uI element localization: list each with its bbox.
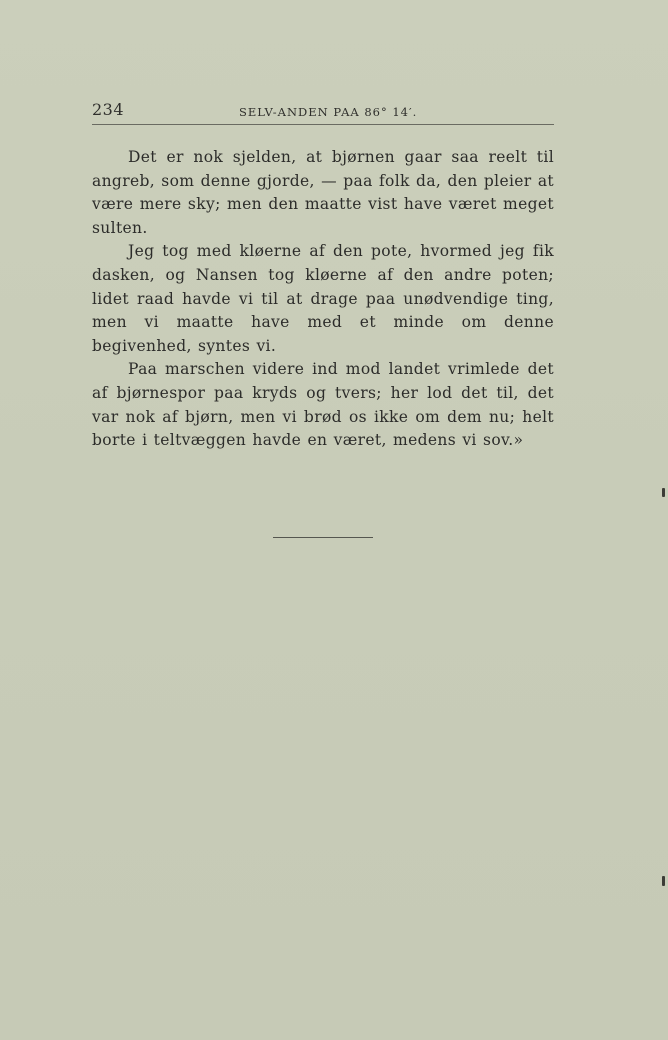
edge-speck [662,488,665,497]
edge-speck [662,876,665,886]
paragraph-3: Paa marschen videre ind mod landet vrimlede det af bjørnespor paa kryds og tvers; her lod det til, det var nok af bjørn, men vi brød os ikke om dem nu; helt borte i teltvæggen havde en været, medens vi sov.» [92,360,554,450]
paragraph-1: Det er nok sjelden, at bjørnen gaar saa reelt til angreb, som denne gjorde, — paa folk da, den pleier at være mere sky; men den maatte vist have været meget sulten. [92,148,555,237]
paragraph-2: Jeg tog med kløerne af den pote, hvormed jeg fik dasken, og Nansen tog kløerne af den andre poten; lidet raad havde vi til at drage paa unødvendige ting, men vi maatte have med et minde om denne begivenhed, syntes vi. [92,242,554,355]
page-number: 234 [92,100,125,119]
closing-rule [273,537,373,538]
header-rule [92,124,554,125]
running-head: SELV-ANDEN PAA 86° 14′. [239,105,418,119]
page-header [92,98,554,122]
body-text [92,146,554,453]
